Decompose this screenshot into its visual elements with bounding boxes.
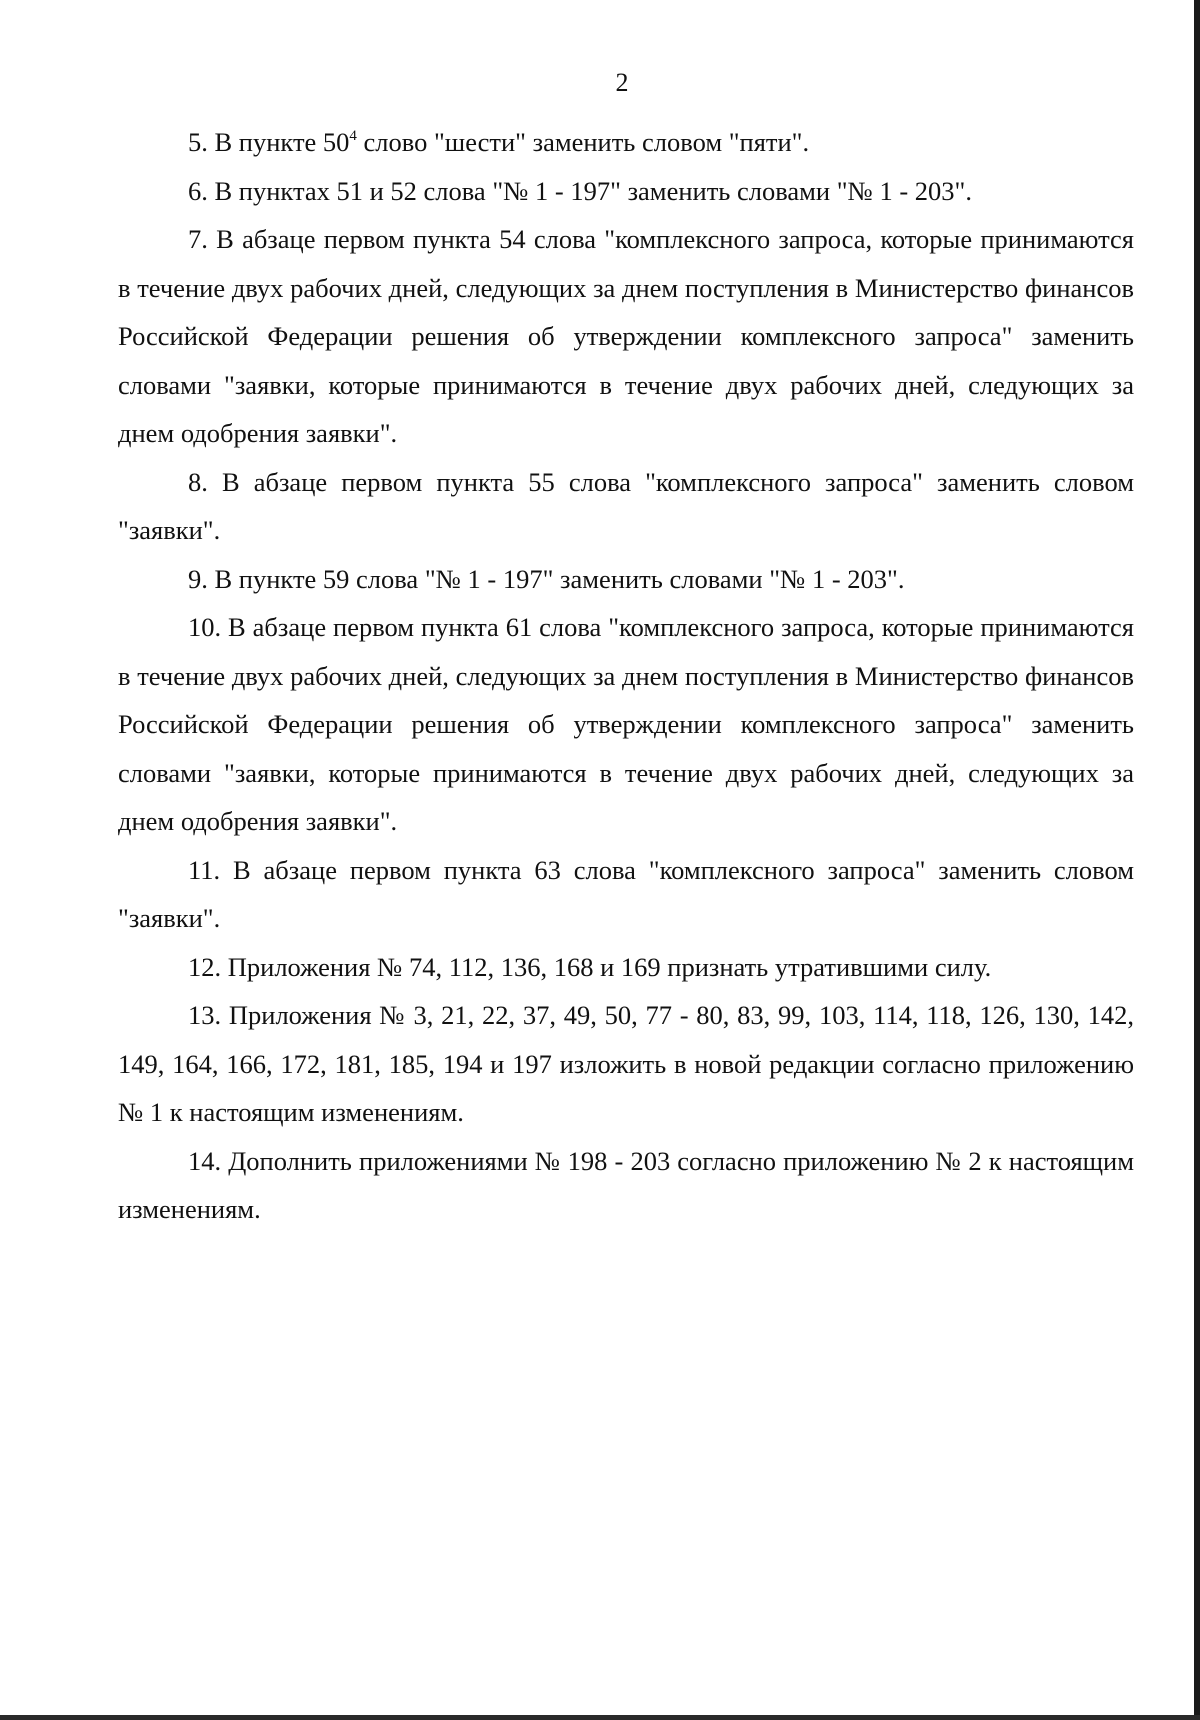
paragraph-5 (118, 118, 1134, 167)
scan-edge-right (1194, 0, 1200, 1720)
document-body (118, 118, 1134, 1234)
scan-edge-bottom (0, 1715, 1200, 1720)
paragraph-13: 13. Приложения № 3, 21, 22, 37, 49, 50, 77 - 80, 83, 99, 103, 114, 118, 126, 130, 142, 149, 164, 166, 172, 181, 185, 194 и 197 изложить в новой редакции согласно приложению № 1 к настоящим изменениям. (118, 1000, 1134, 1127)
paragraph-14: 14. Дополнить приложениями № 198 - 203 согласно приложению № 2 к настоящим изменениям. (118, 1145, 1134, 1224)
paragraph-8: 8. В абзаце первом пункта 55 слова "комплексного запроса" заменить словом "заявки". (118, 466, 1134, 545)
paragraph-6: 6. В пунктах 51 и 52 слова "№ 1 - 197" заменить словами "№ 1 - 203". (188, 175, 972, 206)
paragraph-12: 12. Приложения № 74, 112, 136, 168 и 169 признать утратившими силу. (188, 951, 992, 982)
paragraph-7: 7. В абзаце первом пункта 54 слова "комплексного запроса, которые принимаются в течение двух рабочих дней, следующих за днем поступления в Министерство финансов Российской Федерации решения об утверждении комплексного запроса" заменить словами "заявки, которые принимаются в течение двух рабочих дней, следующих за днем одобрения заявки". (118, 224, 1134, 448)
page-number: 2 (615, 68, 629, 97)
paragraph-11: 11. В абзаце первом пункта 63 слова "комплексного запроса" заменить словом "заявки". (118, 854, 1134, 933)
paragraph-5-text-end: слово "шести" заменить словом "пяти". (356, 127, 810, 157)
paragraph-9: 9. В пункте 59 слова "№ 1 - 197" заменить словами "№ 1 - 203". (188, 563, 905, 594)
paragraph-10: 10. В абзаце первом пункта 61 слова "комплексного запроса, которые принимаются в течение двух рабочих дней, следующих за днем поступления в Министерство финансов Российской Федерации решения об утверждении комплексного запроса" заменить словами "заявки, которые принимаются в течение двух рабочих дней, следующих за днем одобрения заявки". (118, 612, 1134, 836)
paragraph-5-text-start: 5. В пункте 50 (188, 127, 350, 157)
superscript: 4 (349, 128, 357, 144)
